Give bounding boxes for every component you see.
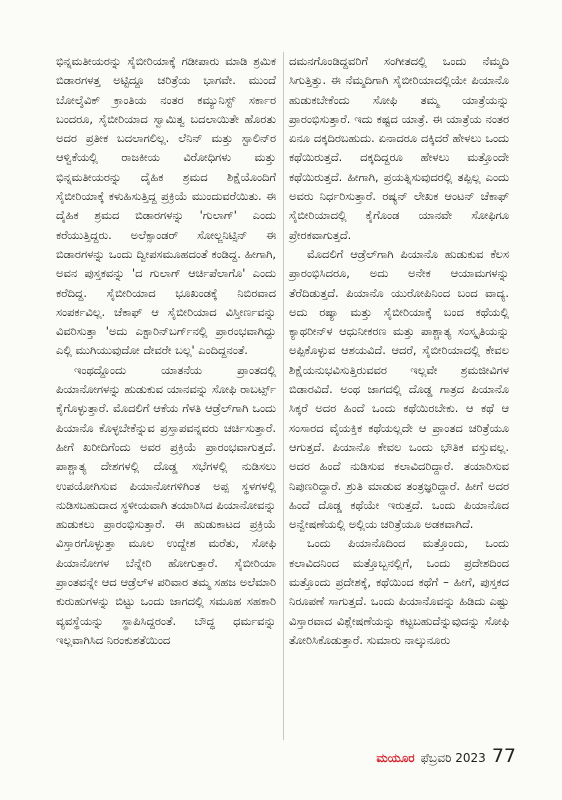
left-column (56, 52, 276, 650)
paragraph: ಒಂದು ಪಿಯಾನೊದಿಂದ ಮತ್ತೊಂದು, ಒಂದು ಕಲಾವಿದನಿಂದ ಮತ್ತೊಬ್ಬನಲ್ಲಿಗೆ, ಒಂದು ಪ್ರದೇಶದಿಂದ ಮತ್ತೊಂದು ಪ್ರದೇಶಕ್ಕೆ, ಕಥೆಯಿಂದ ಕಥೆಗೆ – ಹೀಗೆ, ಪುಸ್ತಕದ ನಿರೂಪಣೆ ಸಾಗುತ್ತದೆ. ಒಂದು ಪಿಯಾನೊವನ್ನು ಹಿಡಿದು ಎಷ್ಟು ವಿಸ್ತಾರವಾದ ವಿಶ್ಲೇಷಣೆಯನ್ನು ಕಟ್ಟಬಹುದೆನ್ನುವುದನ್ನು ಸೋಫಿ ತೋರಿಸಿಕೊಡುತ್ತಾರೆ. ಸುಮಾರು ನಾಲ್ಕುನೂರು (289, 536, 509, 647)
paragraph: ಮೊದಲಿಗೆ ಆಡ್ರೆಲ್‌ಗಾಗಿ ಪಿಯಾನೊ ಹುಡುಕುವ ಕೆಲಸ ಪ್ರಾರಂಭಿಸಿದರೂ, ಅದು ಅನೇಕ ಆಯಾಮಗಳನ್ನು ತೆರೆದಿಡುತ್ತದೆ. ಪಿಯಾನೊ ಯುರೋಪಿನಿಂದ ಬಂದ ವಾದ್ಯ. ಅದು ರಷ್ಯಾ ಮತ್ತು ಸೈಬೀರಿಯಾಕ್ಕೆ ಬಂದ ಕಥೆಯಲ್ಲಿ ಕ್ಯಾಥರೀನ್‌ಳ ಆಧುನೀಕರಣ ಮತ್ತು ಪಾಶ್ಚಾತ್ಯ ಸಂಸ್ಕೃತಿಯನ್ನು ಅಪ್ಪಿಕೊಳ್ಳುವ ಆಶಯವಿದೆ. ಆದರೆ, ಸೈಬೀರಿಯಾದಲ್ಲಿ ಕೇವಲ ಶಿಕ್ಷೆಯನುಭವಿಸುತ್ತಿರುವವರ ಇಲ್ಲವೇ ಶ್ರಮಜೀವಿಗಳ ಬಿಡಾರವಿದೆ. ಅಂಥ ಜಾಗದಲ್ಲಿ ದೊಡ್ಡ ಗಾತ್ರದ ಪಿಯಾನೊ ಸಿಕ್ಕರೆ ಅದರ ಹಿಂದೆ ಒಂದು ಕಥೆಯಿರಬೇಕು. ಆ ಕಥೆ ಆ ಸಂಸಾರದ ವೈಯಕ್ತಿಕ ಕಥೆಯಲ್ಲದೇ ಆ ಪ್ರಾಂತದ ಚರಿತ್ರೆಯೂ ಆಗುತ್ತದೆ. ಪಿಯಾನೊ ಕೇವಲ ಒಂದು ಭೌತಿಕ ವಸ್ತುವಲ್ಲ. ಅದರ ಹಿಂದೆ ನುಡಿಸುವ ಕಲಾವಿದರಿದ್ದಾರೆ. ತಯಾರಿಸುವ ನಿಪುಣರಿದ್ದಾರೆ. ಶ್ರುತಿ ಮಾಡುವ ತಂತ್ರಜ್ಞರಿದ್ದಾರೆ. ಹೀಗೆ ಅದರ ಹಿಂದೆ ದೊಡ್ಡ ಕಥೆಯೇ ಇರುತ್ತದೆ. ಒಂದು ಪಿಯಾನೊದ ಅನ್ವೇಷಣೆಯಲ್ಲಿ ಅಲ್ಲಿಯ ಚರಿತ್ರೆಯೂ ಅಡಕವಾಗಿದೆ. (289, 246, 509, 532)
right-column (289, 52, 509, 650)
issue-date: ಫೆಬ್ರವರಿ 2023 (420, 751, 486, 765)
paragraph: ಇಂಥದ್ದೊಂದು ಯಾತನೆಯ ಪ್ರಾಂತದಲ್ಲಿ ಪಿಯಾನೋಗಳನ್ನು ಹುಡುಕುವ ಯಾನವನ್ನು ಸೋಫಿ ರಾಬರ್ಟ್ಸ್ ಕೈಗೊಳ್ಳುತ್ತಾರೆ. ಮೊದಲಿಗೆ ಆಕೆಯ ಗೆಳತಿ ಆಡ್ರೆಲ್‌ಗಾಗಿ ಒಂದು ಪಿಯಾನೊ ಕೊಳ್ಳಬೇಕೆನ್ನುವ ಪ್ರಸ್ತಾಪವನ್ನವರು ಚರ್ಚಿಸುತ್ತಾರೆ. ಹೀಗೆ ಖರೀದಿಗೆಂದು ಅವರ ಪ್ರಕ್ರಿಯೆ ಪ್ರಾರಂಭವಾಗುತ್ತದೆ. ಪಾಶ್ಚಾತ್ಯ ದೇಶಗಳಲ್ಲಿ ದೊಡ್ಡ ಸಭೆಗಳಲ್ಲಿ ನುಡಿಸಲು ಉಪಯೋಗಿಸುವ ಪಿಯಾನೋಗಳಿಗಿಂತ ಅಪ್ಪ ಸ್ಥಳಗಳಲ್ಲಿ ನುಡಿಸಬಹುದಾದ ಸ್ಥಳೀಯವಾಗಿ ತಯಾರಿಸಿದ ಪಿಯಾನೋವನ್ನು ಹುಡುಕಲು ಪ್ರಾರಂಭಿಸುತ್ತಾರೆ. ಈ ಹುಡುಕಾಟದ ಪ್ರಕ್ರಿಯೆ ವಿಸ್ತಾರಗೊಳ್ಳುತ್ತಾ ಮೂಲ ಉದ್ದೇಶ ಮರೆತು, ಸೋಫಿ ಪಿಯಾನೋಗಳ ಬೆನ್ನೇರಿ ಹೋಗುತ್ತಾರೆ. ಸೈಬೀರಿಯಾ ಪ್ರಾಂತವನ್ನೇ ಆದ ಆಡ್ರೆಲ್‌ಳ ಪರಿವಾರ ತಮ್ಮ ಸಹಜ ಅಲೆಮಾರಿ ಕುರುಹುಗಳನ್ನು ಬಿಟ್ಟು ಒಂದು ಜಾಗದಲ್ಲಿ ಸಮೂಹ ಸಹಕಾರಿ ವ್ಯವಸ್ಥೆಯನ್ನು ಸ್ಥಾಪಿಸಿದ್ದರಂತೆ. ಬೌದ್ಧ ಧರ್ಮವನ್ನು ಇಲ್ಲವಾಗಿಸಿದ ನಿರಂಕುಶತೆಯಿಂದ (56, 362, 276, 647)
paragraph: ದಮನಗೊಂಡಿದ್ದವರಿಗೆ ಸಂಗೀತದಲ್ಲಿ ಒಂದು ನೆಮ್ಮದಿ ಸಿಗುತ್ತಿತ್ತು. ಈ ನೆಮ್ಮದಿಗಾಗಿ ಸೈಬೀರಿಯಾದಲ್ಲಿಯೇ ಪಿಯಾನೊ ಹುಡುಕಬೇಕೆಂದು ಸೋಫಿ ತಮ್ಮ ಯಾತ್ರೆಯನ್ನು ಪ್ರಾರಂಭಿಸುತ್ತಾರೆ. ಇದು ಕಷ್ಟದ ಯಾತ್ರೆ. ಈ ಯಾತ್ರೆಯ ನಂತರ ಏನೂ ದಕ್ಕದಿರಬಹುದು. ಏನಾದರೂ ದಕ್ಕಿದರೆ ಹೇಳಲು ಒಂದು ಕಥೆಯಿರುತ್ತದೆ. ದಕ್ಕದಿದ್ದರೂ ಹೇಳಲು ಮತ್ತೊಂದೇ ಕಥೆಯಿರುತ್ತದೆ. ಹೀಗಾಗಿ, ಪ್ರಯತ್ನಿಸುವುದರಲ್ಲಿ ತಪ್ಪಿಲ್ಲ ಎಂದು ಅವರು ನಿರ್ಧರಿಸುತ್ತಾರೆ. ರಷ್ಯನ್ ಲೇಖಕ ಆಂಟನ್ ಚೆಕಾಫ್ ಸೈಬೀರಿಯಾದಲ್ಲಿ ಕೈಗೊಂಡ ಯಾನವೇ ಸೋಫಿಗೂ ಪ್ರೇರಕವಾಗುತ್ತದೆ. (289, 54, 509, 242)
paragraph: ಭಿನ್ನಮತೀಯರನ್ನು ಸೈಬೀರಿಯಾಕ್ಕೆ ಗಡೀಪಾರು ಮಾಡಿ ಶ್ರಮಿಕ ಬಿಡಾರಗಳತ್ತ ಅಟ್ಟಿದ್ದೂ ಚರಿತ್ರೆಯ ಭಾಗವೇ. ಮುಂದೆ ಬೋಲ್ಶೆವಿಕ್ ಕ್ರಾಂತಿಯ ನಂತರ ಕಮ್ಯುನಿಸ್ಟ್ ಸರ್ಕಾರ ಬಂದರೂ, ಸೈಬೀರಿಯಾದ ಸ್ವಾಮಿತ್ವ ಬದಲಾಯಿತೇ ಹೊರತು ಅದರ ಪ್ರತೀಕ ಬದಲಾಗಲಿಲ್ಲ. ಲೆನಿನ್ ಮತ್ತು ಸ್ಟಾಲಿನ್‌ರ ಆಳ್ವಿಕೆಯಲ್ಲಿ ರಾಜಕೀಯ ವಿರೋಧಿಗಳು ಮತ್ತು ಭಿನ್ನಮತೀಯರನ್ನು ದೈಹಿಕ ಶ್ರಮದ ಶಿಕ್ಷೆಯೊಂದಿಗೆ ಸೈಬೀರಿಯಾಕ್ಕೆ ಕಳುಹಿಸುತ್ತಿದ್ದ ಪ್ರಕ್ರಿಯೆ ಮುಂದುವರೆಯಿತು. ಈ ದೈಹಿಕ ಶ್ರಮದ ಬಿಡಾರಗಳನ್ನು 'ಗುಲಾಗ್' ಎಂದು ಕರೆಯುತ್ತಿದ್ದರು. ಅಲೆಕ್ಸಾಂಡರ್ ಸೋಲ್ಜನಿಟ್ಸಿನ್ ಈ ಬಿಡಾರಗಳನ್ನು ಒಂದು ದ್ವೀಪಸಮೂಹದಂತೆ ಕಂಡಿದ್ದ. ಹೀಗಾಗಿ, ಅವನ ಪುಸ್ತಕವನ್ನು 'ದ ಗುಲಾಗ್ ಆರ್ಚಿಪೆಲಾಗೊ' ಎಂದು ಕರೆದಿದ್ದ. ಸೈಬೀರಿಯಾದ ಭೂಖಂಡಕ್ಕೆ ನಿಬಿರವಾದ ಸಂಪರ್ಕವಿಲ್ಲ. ಚೆಕಾಫ್ ಆ ಸೈಬೀರಿಯಾದ ವಿಸ್ತೀರ್ಣವನ್ನು ವಿವರಿಸುತ್ತಾ 'ಅದು ಎಕ್ಟಾರಿನ್‌ಬರ್ಗ್‌ನಲ್ಲಿ ಪ್ರಾರಂಭವಾಗಿದ್ದು ಎಲ್ಲಿ ಮುಗಿಯುವುದೋ ದೇವರೇ ಬಲ್ಲ' ಎಂದಿದ್ದನಂತೆ. (56, 54, 276, 358)
page-footer (376, 745, 516, 767)
magazine-logo: ಮಯೂರ (376, 751, 415, 765)
column-divider (283, 52, 284, 740)
page-number: 77 (491, 745, 516, 767)
